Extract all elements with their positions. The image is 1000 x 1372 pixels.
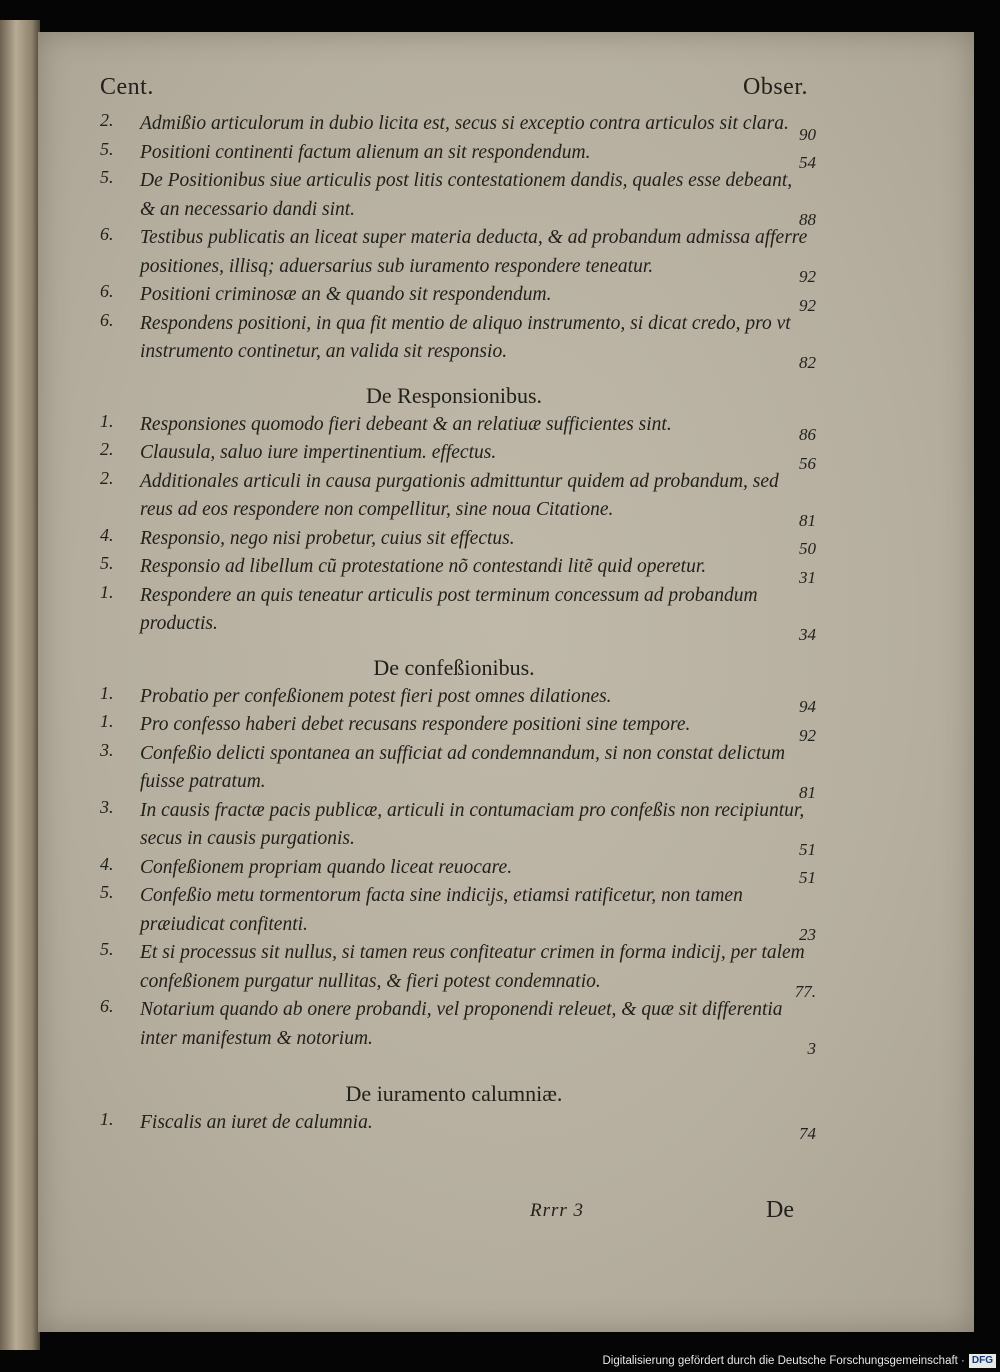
- entry-page-number: 31: [799, 567, 816, 587]
- entry-number: 1.: [100, 1109, 114, 1129]
- entry-text: Confeßionem propriam quando liceat reuocare.: [140, 856, 513, 878]
- entry-number: 3.: [100, 796, 114, 817]
- index-entry: [96, 939, 816, 1001]
- entry-text: Notarium quando ab onere probandi, vel proponendi releuet, & quæ sit differentia inter manifestum & notorium.: [140, 999, 783, 1049]
- entry-text: Clausula, saluo iure impertinentium. effectus.: [140, 442, 497, 463]
- section-heading: De Responsionibus.: [366, 382, 542, 408]
- index-entry: [96, 167, 816, 229]
- entry-page-number: 34: [799, 624, 816, 644]
- entry-text: Fiscalis an iuret de calumnia.: [140, 1112, 373, 1133]
- index-entry: [96, 281, 816, 315]
- entry-number: 3.: [100, 739, 114, 760]
- entry-page-number: 3: [807, 1039, 816, 1058]
- entry-text: Admißio articulorum in dubio licita est, secus si exceptio contra articulos sit clara.: [140, 113, 789, 134]
- entry-text: Responsio, nego nisi probetur, cuius sit effectus.: [140, 527, 515, 549]
- entry-text: In causis fractæ pacis publicæ, articuli in contumaciam pro confeßis non recipiuntur, secus in causis purgationis.: [140, 799, 805, 849]
- entry-text: Additionales articuli in causa purgationis admittuntur quidem ad probandum, sed reus ad eos respondere non compellitur, sine noua Citatione.: [140, 470, 779, 520]
- entry-page-number: 92: [799, 267, 816, 286]
- entry-text: Respondens positioni, in qua fit mentio de aliquo instrumento, si dicat credo, pro vt instrumento continetur, an valida sit responsio.: [140, 312, 791, 362]
- entry-text: Positioni criminosæ an & quando sit respondendum.: [140, 284, 552, 305]
- index-entry: [96, 1109, 816, 1143]
- entry-text: Testibus publicatis an liceat super materia deducta, & ad probandum admissa afferre positiones, illisq; aduersarius sub iuramento respondere teneatur.: [140, 227, 808, 277]
- index-entry: [96, 110, 816, 144]
- entry-number: 5.: [100, 882, 114, 902]
- entry-page-number: 94: [799, 697, 816, 716]
- entry-number: 1.: [100, 711, 114, 731]
- index-entry: [96, 467, 816, 530]
- entry-page-number: 82: [799, 352, 816, 372]
- entry-number: 1.: [100, 682, 114, 703]
- index-entry: [96, 581, 816, 644]
- entry-number: 5.: [100, 939, 114, 959]
- entry-text: Et si processus sit nullus, si tamen reus confiteatur crimen in forma indicij, per talem confeßionem purgatur nullitas, & fieri potest condemnatio.: [140, 942, 805, 992]
- index-entries: [96, 110, 816, 1143]
- catchword: De: [766, 1197, 794, 1223]
- index-entry: [96, 553, 816, 587]
- section-heading: De confeßionibus.: [373, 654, 535, 680]
- entry-number: 6.: [100, 309, 114, 330]
- entry-text: Pro confesso haberi debet recusans respondere positioni sine tempore.: [140, 714, 691, 735]
- entry-page-number: 77.: [794, 982, 816, 1001]
- digitization-credit: [602, 1352, 996, 1370]
- entry-text: Responsio ad libellum cũ protestatione nõ contestandi litẽ quid operetur.: [140, 556, 707, 577]
- entry-page-number: 23: [799, 925, 816, 944]
- entry-page-number: 81: [799, 782, 816, 802]
- section-spacer: [96, 367, 812, 381]
- entry-page-number: 81: [799, 510, 816, 530]
- entry-number: 4.: [100, 524, 114, 545]
- book-spine: [0, 20, 40, 1350]
- entry-page-number: 56: [799, 453, 816, 473]
- entry-number: 2.: [100, 439, 114, 459]
- index-entry: [96, 410, 816, 444]
- section-heading: De iuramento calumniæ.: [345, 1081, 563, 1106]
- entry-text: Confeßio delicti spontanea an sufficiat ad condemnandum, si non constat delictum fuisse patratum.: [140, 742, 786, 792]
- entry-number: 5.: [100, 138, 114, 159]
- section-spacer: [96, 639, 812, 653]
- index-entry: [96, 711, 816, 745]
- index-entry: [96, 682, 816, 716]
- index-entry: [96, 309, 816, 372]
- index-entry: [96, 996, 816, 1058]
- entry-page-number: 50: [799, 539, 816, 558]
- entry-number: 2.: [100, 467, 114, 488]
- entry-page-number: 54: [799, 153, 816, 172]
- running-head-right: Obser.: [743, 74, 808, 100]
- entry-text: De Positionibus siue articulis post litis contestationem dandis, quales esse debeant, & an necessario dandi sint.: [140, 170, 793, 220]
- index-entry: [96, 439, 816, 473]
- index-entry: [96, 224, 816, 286]
- index-entry: [96, 853, 816, 887]
- entry-number: 4.: [100, 853, 114, 874]
- entry-text: Probatio per confeßionem potest fieri post omnes dilationes.: [140, 685, 612, 707]
- entry-number: 1.: [100, 581, 114, 602]
- index-entry: [96, 739, 816, 802]
- entry-page-number: 74: [799, 1123, 816, 1143]
- entry-number: 6.: [100, 996, 114, 1016]
- index-entry: [96, 138, 816, 172]
- entry-text: Positioni continenti factum alienum an sit respondendum.: [140, 141, 591, 163]
- entry-page-number: 88: [799, 210, 816, 229]
- index-entry: [96, 524, 816, 558]
- entry-number: 1.: [100, 410, 114, 431]
- entry-number: 6.: [100, 281, 114, 301]
- entry-page-number: 51: [799, 839, 816, 859]
- credit-text: Digitalisierung gefördert durch die Deutsche Forschungsgemeinschaft ·: [602, 1355, 965, 1367]
- index-entry: [96, 796, 816, 859]
- entry-text: Confeßio metu tormentorum facta sine indicijs, etiamsi ratificetur, non tamen præiudicat confitenti.: [140, 885, 743, 935]
- entry-number: 6.: [100, 224, 114, 244]
- document-page: [38, 32, 974, 1332]
- entry-text: Respondere an quis teneatur articulis post terminum concessum ad probandum productis.: [140, 584, 758, 634]
- dfg-logo: DFG: [969, 1354, 996, 1368]
- entry-number: 5.: [100, 167, 114, 187]
- signature-mark: Rrrr 3: [530, 1200, 585, 1221]
- entry-page-number: 92: [799, 295, 816, 315]
- running-head-left: Cent.: [100, 74, 154, 100]
- entry-number: 5.: [100, 553, 114, 573]
- entry-page-number: 86: [799, 425, 816, 444]
- index-entry: [96, 882, 816, 944]
- entry-number: 2.: [100, 110, 114, 130]
- entry-page-number: 90: [799, 124, 816, 144]
- entry-page-number: 51: [799, 868, 816, 887]
- entry-page-number: 92: [799, 725, 816, 745]
- entry-text: Responsiones quomodo fieri debeant & an relatiuæ sufficientes sint.: [140, 413, 672, 435]
- section-spacer: [96, 1053, 812, 1079]
